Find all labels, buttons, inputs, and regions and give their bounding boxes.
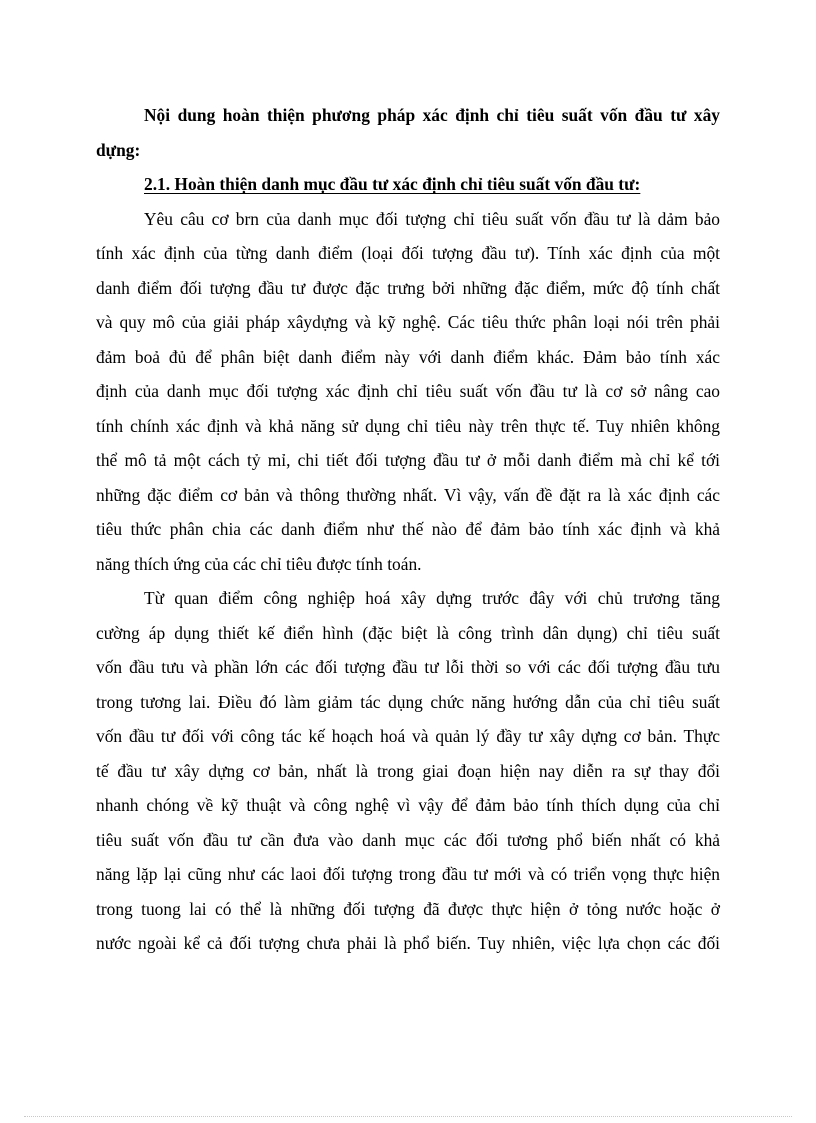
paragraph-line: năng thích ứng của các chỉ tiêu được tính toán. bbox=[96, 553, 422, 574]
paragraph-line: trong tương lai. Điều đó làm giảm tác dụng chức năng hướng dẫn của chỉ tiêu suất bbox=[96, 691, 720, 712]
subsection-heading-text: 2.1. Hoàn thiện danh mục đầu tư xác định chỉ tiêu suất vốn đầu tư: bbox=[144, 174, 641, 194]
document-body bbox=[96, 98, 720, 961]
paragraph-line: và quy mô của giải pháp xâydựng và kỹ nghệ. Các tiêu thức phân loại nói trên phải bbox=[96, 312, 720, 332]
subsection-heading bbox=[96, 167, 720, 202]
paragraph-line: định của danh mục đối tượng xác định chỉ tiêu suất vốn đầu tư là cơ sở nâng cao bbox=[96, 381, 720, 401]
paragraph-line: vốn đầu tưu và phần lớn các đối tượng đầu tư lỗi thời so với các đối tượng đầu tưu bbox=[96, 657, 720, 677]
section-heading-line-1: Nội dung hoàn thiện phương pháp xác định chỉ tiêu suất vốn đầu tư xây bbox=[144, 105, 720, 125]
paragraph-line: Từ quan điểm công nghiệp hoá xây dựng trước đây với chủ trương tăng bbox=[144, 588, 720, 608]
paragraph-2 bbox=[96, 581, 720, 961]
paragraph-line: những đặc điểm cơ bản và thông thường nhất. Vì vậy, vấn đề đặt ra là xác định các bbox=[96, 484, 720, 505]
paragraph-line: năng lặp lại cũng như các laoi đối tượng trong đầu tư mới và có triển vọng thực hiện bbox=[96, 864, 720, 884]
paragraph-1 bbox=[96, 202, 720, 582]
paragraph-line: tính chính xác định và khả năng sử dụng chỉ tiêu này trên thực tế. Tuy nhiên không bbox=[96, 415, 720, 436]
paragraph-line: đảm boả đủ để phân biệt danh điểm này với danh điểm khác. Đảm bảo tính xác bbox=[96, 346, 720, 367]
paragraph-line: nước ngoài kể cả đối tượng chưa phải là phổ biến. Tuy nhiên, việc lựa chọn các đối bbox=[96, 933, 720, 953]
paragraph-line: trong tuong lai có thể là những đối tượng đã được thực hiện ở tỏng nước hoặc ở bbox=[96, 898, 720, 919]
paragraph-line: Yêu câu cơ brn của danh mục đối tượng chỉ tiêu suất vốn đầu tư là dảm bảo bbox=[144, 208, 720, 229]
paragraph-line: tính xác định của từng danh điểm (loại đối tượng đầu tư). Tính xác định của một bbox=[96, 243, 720, 263]
paragraph-line: cường áp dụng thiết kế điển hình (đặc biệt là công trình dân dụng) chỉ tiêu suất bbox=[96, 622, 720, 643]
paragraph-line: vốn đầu tư đối với công tác kế hoạch hoá và quản lý đầy tư xây dựng cơ bản. Thực bbox=[96, 726, 720, 746]
section-heading-line-2: dựng: bbox=[96, 139, 141, 160]
paragraph-line: danh điểm đối tượng đầu tư được đặc trưng bởi những đặc điểm, mức độ tính chất bbox=[96, 277, 720, 298]
paragraph-line: tiêu thức phân chia các danh điểm như thế nào để đảm bảo tính xác định và khả bbox=[96, 519, 720, 539]
paragraph-line: tiêu suất vốn đầu tư cần đưa vào danh mục các đối tương phổ biến nhất có khả bbox=[96, 829, 720, 850]
paragraph-line: tế đầu tư xây dựng cơ bản, nhất là trong giai đoạn hiện nay diễn ra sự thay đổi bbox=[96, 760, 720, 781]
paragraph-line: nhanh chóng về kỹ thuật và công nghệ vì vậy để đảm bảo tính thích dụng của chỉ bbox=[96, 795, 720, 815]
paragraph-line: thể mô tả một cách tỷ mỉ, chi tiết đối tượng đầu tư ở mỗi danh điểm mà chỉ kể tới bbox=[96, 450, 720, 470]
page-bottom-divider bbox=[24, 1116, 792, 1117]
